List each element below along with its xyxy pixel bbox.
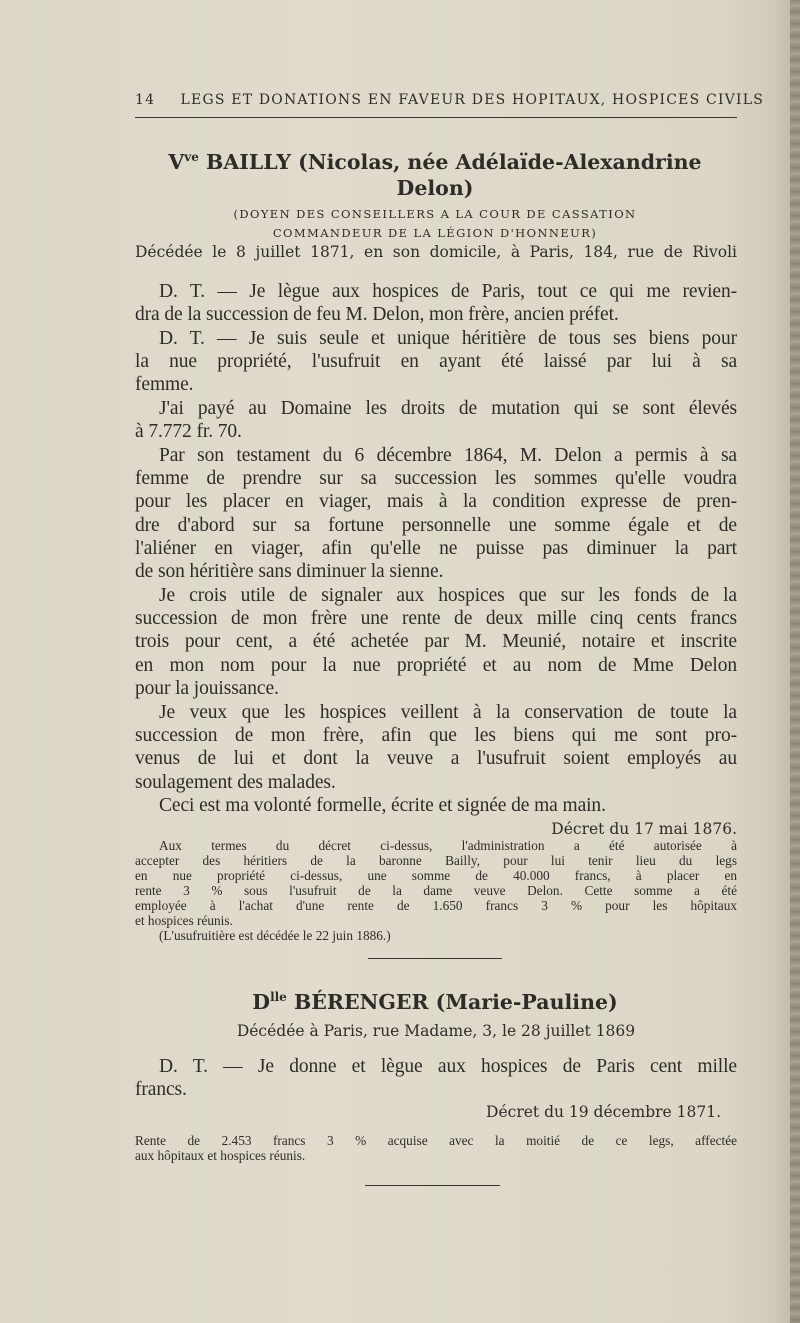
- page-number: 14: [135, 92, 156, 108]
- entry1-body-line: D. T. — Je suis seule et unique héritière de tous ses biens pour: [159, 328, 737, 349]
- entry1-body-line: Par son testament du 6 décembre 1864, M. Delon a permis à sa: [159, 445, 737, 466]
- entry1-title-prefix: V: [168, 150, 185, 174]
- entry2-notes-line: aux hôpitaux et hospices réunis.: [135, 1148, 306, 1163]
- entry2-title-prefix: D: [252, 990, 271, 1014]
- entry2-body-line: francs.: [135, 1079, 187, 1100]
- entry1-title-line1: [135, 150, 735, 174]
- entry1-body-line: Je crois utile de signaler aux hospices que sur les fonds de la: [159, 585, 737, 606]
- entry2-title-prefix-sup: lle: [270, 990, 287, 1005]
- entry1-body-line: femme de prendre sur sa succession les sommes qu'elle voudra: [135, 468, 737, 489]
- page-edge: [790, 0, 800, 1323]
- entry1-body-line: l'aliéner en viager, afin qu'elle ne puisse pas diminuer la part: [135, 538, 737, 559]
- header-rule: [135, 117, 737, 118]
- entry1-body-line: soulagement des malades.: [135, 772, 336, 793]
- entry1-notes-line: Aux termes du décret ci-dessus, l'administration a été autorisée à: [159, 838, 737, 853]
- entry1-deceased: Décédée le 8 juillet 1871, en son domicile, à Paris, 184, rue de Rivoli: [135, 243, 737, 261]
- entry1-notes-line: et hospices réunis.: [135, 913, 233, 928]
- entry1-body-line: de son héritière sans diminuer la sienne.: [135, 561, 444, 582]
- entry1-body-line: succession de mon frère une rente de deux mille cinq cents francs: [135, 608, 737, 629]
- entry1-body-line: succession de mon frère, afin que les biens qui me sont pro-: [135, 725, 737, 746]
- entry1-body-line: trois pour cent, a été achetée par M. Meunié, notaire et inscrite: [135, 631, 737, 652]
- entry1-body-line: Je veux que les hospices veillent à la conservation de toute la: [159, 702, 737, 723]
- entry1-notes-line: rente 3 % sous l'usufruit de la dame veuve Delon. Cette somme a été: [135, 883, 737, 898]
- entry1-body-line: J'ai payé au Domaine les droits de mutation qui se sont élevés: [159, 398, 737, 419]
- entry2-body-line: D. T. — Je donne et lègue aux hospices de Paris cent mille: [159, 1056, 737, 1077]
- entry2-notes-line: Rente de 2.453 francs 3 % acquise avec la moitié de ce legs, affectée: [135, 1133, 737, 1148]
- entry1-title-line2: Delon): [396, 176, 474, 200]
- entry1-title-prefix-sup: ve: [184, 150, 199, 165]
- entry1-notes-line: (L'usufruitière est décédée le 22 juin 1886.): [159, 928, 391, 943]
- entry1-body-line: à 7.772 fr. 70.: [135, 421, 242, 442]
- entry1-body-line: venus de lui et dont la veuve a l'usufruit soient employés au: [135, 748, 737, 769]
- entry2-title-text: BÉRENGER (Marie-Pauline): [286, 990, 618, 1014]
- entry1-note-line2: COMMANDEUR DE LA LÉGION D'HONNEUR): [272, 226, 598, 240]
- entry1-body-line: Ceci est ma volonté formelle, écrite et signée de ma main.: [159, 795, 606, 816]
- entry1-body-line: femme.: [135, 374, 194, 395]
- entry1-body-line: pour la jouissance.: [135, 678, 279, 699]
- entry1-body-line: pour les placer en viager, mais à la condition expresse de pren-: [135, 491, 737, 512]
- entry2-title: [135, 990, 735, 1014]
- entry2-decree: Décret du 19 décembre 1871.: [486, 1103, 721, 1121]
- entry1-notes-line: accepter des héritiers de la baronne Bailly, pour lui tenir lieu du legs: [135, 853, 737, 868]
- running-head: [135, 92, 765, 108]
- entry1-decree: Décret du 17 mai 1876.: [551, 820, 737, 838]
- section-divider: [368, 958, 502, 959]
- entry2-deceased: Décédée à Paris, rue Madame, 3, le 28 juillet 1869: [236, 1022, 636, 1040]
- entry1-note-line1: (DOYEN DES CONSEILLERS A LA COUR DE CASSATION: [233, 207, 637, 221]
- entry1-body-line: en mon nom pour la nue propriété et au nom de Mme Delon: [135, 655, 737, 676]
- entry1-body-line: dra de la succession de feu M. Delon, mon frère, ancien préfet.: [135, 304, 619, 325]
- entry1-body-line: la nue propriété, l'usufruit en ayant été laissé par lui à sa: [135, 351, 737, 372]
- entry1-notes-line: en nue propriété ci-dessus, une somme de 40.000 francs, à placer en: [135, 868, 737, 883]
- bottom-divider: [365, 1185, 500, 1186]
- entry1-title-text: BAILLY (Nicolas, née Adélaïde-Alexandrine: [198, 150, 702, 174]
- entry1-body-line: dre d'abord sur sa fortune personnelle une somme égale et de: [135, 515, 737, 536]
- running-title: LEGS ET DONATIONS EN FAVEUR DES HOPITAUX, HOSPICES CIVILS: [180, 92, 765, 108]
- entry1-body-line: D. T. — Je lègue aux hospices de Paris, tout ce qui me revien-: [159, 281, 737, 302]
- entry1-notes-line: employée à l'achat d'une rente de 1.650 francs 3 % pour les hôpitaux: [135, 898, 737, 913]
